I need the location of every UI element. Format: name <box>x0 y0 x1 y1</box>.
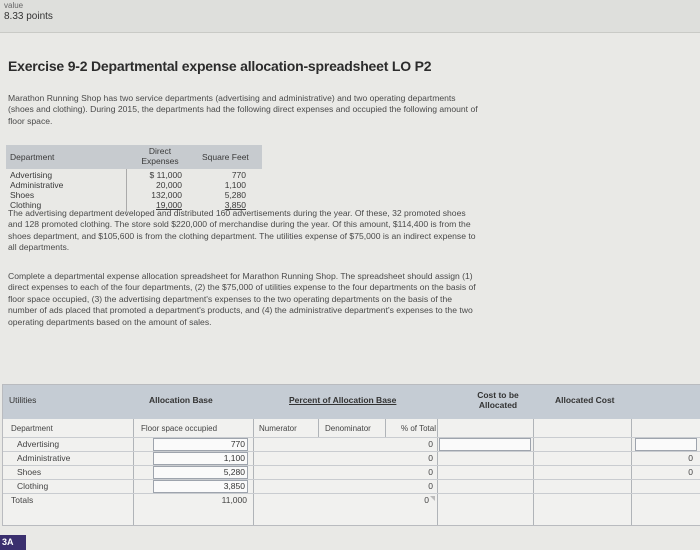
grid-line <box>318 419 319 437</box>
grid-line <box>3 451 700 452</box>
clothing-base-input[interactable]: 3,850 <box>153 480 248 493</box>
advertising-cost-input[interactable] <box>439 438 531 451</box>
administrative-pct: 0 <box>428 453 433 463</box>
allocated-cost-heading: Allocated Cost <box>555 395 615 405</box>
shoes-base-input[interactable]: 5,280 <box>153 466 248 479</box>
totals-base: 11,000 <box>221 495 247 505</box>
col-square-feet: Square Feet <box>202 152 249 162</box>
direct-expense: $ 11,000 <box>149 170 182 180</box>
advertising-paragraph: The advertising department developed and distributed 160 advertisements during the year. Of these, 32 promoted shoes and 128 promoted clothing. The store sold $220,000 of merchandise during the year. Of this amount, $114,400 is from the shoes department, and $105,600 is from the clothing department. The utilities expense of $75,000 is an indirect expense to all departments. <box>8 208 476 253</box>
department-subheading: Department <box>11 424 53 433</box>
grid-line <box>133 419 134 525</box>
advertising-allocated-input[interactable] <box>635 438 697 451</box>
direct-expenses-table <box>6 145 262 213</box>
row-label-shoes: Shoes <box>17 467 42 477</box>
totals-pct: 0 <box>424 495 429 505</box>
advertising-pct: 0 <box>428 439 433 449</box>
direct-expense: 132,000 <box>151 190 182 200</box>
dept-name: Shoes <box>10 190 35 200</box>
administrative-allocated: 0 <box>688 453 693 463</box>
allocation-base-heading: Allocation Base <box>149 395 213 405</box>
col-direct-expenses: Direct Expenses <box>141 146 179 166</box>
grid-line <box>253 419 254 525</box>
table-header <box>6 145 262 169</box>
floor-space-subheading: Floor space occupied <box>141 424 218 433</box>
grid-line <box>385 419 386 437</box>
row-label-totals: Totals <box>11 495 34 505</box>
administrative-base-input[interactable]: 1,100 <box>153 452 248 465</box>
utilities-heading: Utilities <box>9 395 37 405</box>
row-label-administrative: Administrative <box>17 453 71 463</box>
cost-to-be-allocated-heading: Cost to be Allocated <box>477 390 519 410</box>
corner-tag: 3A <box>0 535 26 550</box>
percent-base-heading: Percent of Allocation Base <box>289 395 397 405</box>
dropdown-triangle-icon <box>430 496 435 501</box>
square-feet: 1,100 <box>224 180 246 190</box>
direct-expense: 19,000 <box>156 200 182 210</box>
clothing-pct: 0 <box>428 481 433 491</box>
shoes-allocated: 0 <box>688 467 693 477</box>
grid-line <box>437 419 438 525</box>
dept-name: Administrative <box>10 180 64 190</box>
square-feet: 3,850 <box>224 200 246 210</box>
denominator-subheading: Denominator <box>325 424 371 433</box>
direct-expense: 20,000 <box>156 180 182 190</box>
row-label-advertising: Advertising <box>17 439 60 449</box>
col-department: Department <box>10 152 55 162</box>
points-label: 8.33 points <box>4 11 53 22</box>
dept-name: Advertising <box>10 170 53 180</box>
grid-line <box>631 419 632 525</box>
exercise-title: Exercise 9-2 Departmental expense allocation-spreadsheet LO P2 <box>8 58 432 74</box>
numerator-subheading: Numerator <box>259 424 297 433</box>
grid-line <box>3 479 700 480</box>
shoes-pct: 0 <box>428 467 433 477</box>
value-label: value <box>4 1 24 10</box>
percent-total-subheading: % of Total <box>401 424 436 433</box>
instructions-paragraph: Complete a departmental expense allocation spreadsheet for Marathon Running Shop. The spreadsheet should assign (1) direct expenses to each of the four departments, (2) the $75,000 of utilities expense to the four departments on the basis of floor space occupied, (3) the advertising department's expenses to the two operating departments on the basis of the number of ads placed that promoted a department's products, and (4) the administrative department's expenses to the two operating departments based on the amount of sales. <box>8 271 476 327</box>
row-label-clothing: Clothing <box>17 481 49 491</box>
square-feet: 5,280 <box>224 190 246 200</box>
top-bar <box>0 0 700 33</box>
allocation-spreadsheet <box>2 384 700 526</box>
intro-paragraph: Marathon Running Shop has two service departments (advertising and administrative) and two operating departments (shoes and clothing). During 2015, the departments had the following direct expenses and occupied the following amount of floor space. <box>8 93 478 126</box>
grid-line <box>3 437 700 438</box>
grid-line <box>3 465 700 466</box>
square-feet: 770 <box>231 170 246 180</box>
dept-name: Clothing <box>10 200 42 210</box>
grid-line <box>533 419 534 525</box>
grid-line <box>3 493 700 494</box>
advertising-base-input[interactable]: 770 <box>153 438 248 451</box>
